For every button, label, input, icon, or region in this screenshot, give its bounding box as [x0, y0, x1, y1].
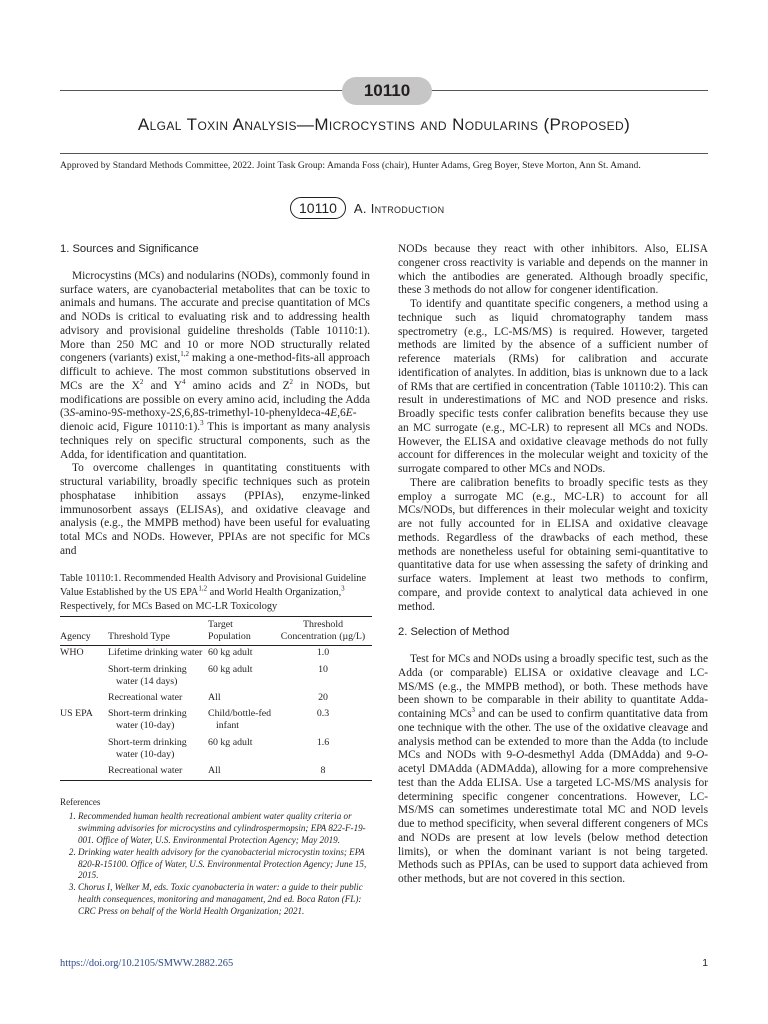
- col-agency: Agency: [60, 631, 91, 643]
- title-rule: [60, 153, 708, 154]
- paragraph: To identify and quantitate specific congeners, a method using a technique such as liquid chromatography tandem mass spectrometry (e.g., LC-MS/MS) is required. However, targeted methods are limited by the absence of a sufficient number of reference materials (RMs) for calibration and accurate identification of analytes. In addition, bias is unknown due to a lack of RMs that are certified in concentration (Table 10110:2). This can result in underestimations of MC and NOD presence and risks. Broadly specific tests confer calibration benefits because they use an MC surrogate (e.g., MC-LR) to represent all MCs and NODs. However, the ELISA and oxidative cleavage methods do not fully account for differences in the molecular weight and toxicity of the surrogate compared to other MCs and NODs.: [398, 298, 708, 475]
- section-title: A. Introduction: [353, 200, 445, 216]
- references-heading: References: [60, 797, 101, 807]
- approval-note: Approved by Standard Methods Committee, 2022. Joint Task Group: Amanda Foss (chair), Hunter Adams, Greg Boyer, Steve Morton, Ann St. Amand.: [60, 160, 641, 171]
- page-title: Algal Toxin Analysis—Microcystins and Nodularins (Proposed): [137, 115, 631, 134]
- table-header-row: [60, 617, 372, 646]
- subheading-sources: 1. Sources and Significance: [60, 243, 199, 255]
- table-row: WHO Lifetime drinking water 60 kg adult 1.0: [60, 647, 330, 659]
- table-row: US EPA Short-term drinking water (10-day) Child/bottle-fed infant 0.3: [60, 708, 330, 732]
- references-list: [60, 811, 372, 918]
- page-number: 1: [702, 958, 708, 969]
- table-row: Recreational water All 8: [60, 764, 372, 781]
- table-row: Short-term drinking water (14 days) 60 kg adult 10: [108, 663, 328, 687]
- paragraph: To overcome challenges in quantitating constituents with structural variability, broadly specific techniques such as protein phosphatase inhibition assays (PPIAs), enzyme-linked immunosorbent assays (ELISAs), and oxidative cleavage and analysis (e.g., the MMPB method) have been useful for evaluating total MCs and NODs. However, PPIAs are not specific for MCs and: [60, 462, 370, 557]
- section-number-badge: 10110: [290, 197, 346, 219]
- threshold-table: [60, 616, 372, 781]
- paragraph: There are calibration benefits to broadly specific tests as they employ a surrogate MC (e.g., MC-LR) to account for all MCs/NODs, but differences in their molecular weight and toxicity are not fully accounted for in ELISA and oxidative cleavage methods. Regardless of the drawbacks of each method, these methods are nonetheless useful for obtaining semi-quantitative to quantitative data for use when assessing the safety of drinking and surface waters. Implement at least two methods to confirm, compare, and provide context to analytical data achieved in one method.: [398, 476, 708, 613]
- table-references: [60, 797, 372, 918]
- right-column: [398, 243, 708, 887]
- method-number-badge: 10110: [342, 77, 432, 105]
- table-10110-1: [60, 572, 372, 781]
- left-column: [60, 243, 370, 559]
- table-row: Short-term drinking water (10-day) 60 kg adult 1.6: [108, 736, 330, 760]
- paragraph: NODs because they react with other inhibitors. Also, ELISA congener cross reactivity is variable and depends on the manner in which the antibodies are generated. Although broadly specific, these 3 methods do not allow for congener identification.: [398, 243, 708, 297]
- list-item: 2. Drinking water health advisory for the cyanobacterial microcystin toxins; EPA 820-R-15100. Office of Water, U.S. Environmental Protection Agency; June 15, 2015.: [78, 847, 372, 883]
- col-threshold-concentration: Threshold Concentration (µg/L): [280, 619, 366, 643]
- col-target-population: Target Population: [208, 619, 251, 643]
- section-header: [290, 197, 444, 219]
- paragraph: Microcystins (MCs) and nodularins (NODs), commonly found in surface waters, are cyanobacterial metabolites that can be toxic to animals and humans. The accurate and precise quantitation of MCs and NODs is critical to evaluating risk and to addressing health advisory and provisional guideline thresholds (Table 10110:1). More than 250 MC and 10 or more NOD structurally related congeners (variants) exist,$^{1,2}$ making a one-method-fits-all approach difficult to achieve. The most common substitutions observed in MCs are the $X^2$ and $Y^4$ amino acids and $Z^2$ in NODs, but modifications are possible on every amino acid, including the Adda (3S-amino-9S-methoxy-2S,6,8S-trimethyl-10-phenyldeca-4E,6E-dienoic acid, Figure 10110:1).$^3$ This is important as many analysis techniques rely on specific structural components, such as the Adda, for identification and quantitation.: [60, 269, 371, 461]
- col-threshold-type: Threshold Type: [108, 631, 170, 643]
- paragraph: Test for MCs and NODs using a broadly specific test, such as the Adda (or comparable) ELISA or oxidative cleavage and LC-MS/MS (e.g., the MMPB method), or both. These methods have been shown to be comparable in their ability to quantitate Adda-containing MCs$^3$ and can be used to confirm quantitative data from one technique with the other. The use of the oxidative cleavage and analysis method can be extended to more than the Adda (to include MCs and NODs with 9-O-desmethyl Adda (DMAdda) and 9-O-acetyl DMAdda (ADMAdda), allowing for a more comprehensive test than the Adda ELISA. Use a targeted LC-MS/MS analysis for determining specific congener concentrations. However, LC-MS/MS can sometimes underestimate total MC and NOD levels due to method specificity, when several different congeners of MCs and NODs are present at low levels (below method detection limits), or when the dominant variant is not being targeted. Methods such as PPIAs, can be used to support data achieved from other methods, but are not covered in this section.: [398, 653, 708, 885]
- list-item: 3. Chorus I, Welker M, eds. Toxic cyanobacteria in water: a guide to their public health consequences, monitoring and managament, 2nd ed. Boca Raton (FL): CRC Press on behalf of the World Health Organization; 2021.: [78, 882, 372, 918]
- list-item: 1. Recommended human health recreational ambient water quality criteria or swimming advisories for microcystins and cylindrospermopsin; EPA 822-F-19-001. Office of Water, U.S. Environmental Protection Agency; May 2019.: [78, 811, 372, 847]
- subheading-selection: 2. Selection of Method: [398, 626, 510, 639]
- table-caption: Table 10110:1. Recommended Health Advisory and Provisional Guideline Value Established by the US EPA$^{1,2}$ and World Health Organization,$^3$ Respectively, for MCs Based on MC-LR Toxicology: [60, 573, 367, 612]
- table-row: Recreational water All 20: [108, 692, 328, 704]
- doi-link[interactable]: https://doi.org/10.2105/SMWW.2882.265: [60, 958, 234, 969]
